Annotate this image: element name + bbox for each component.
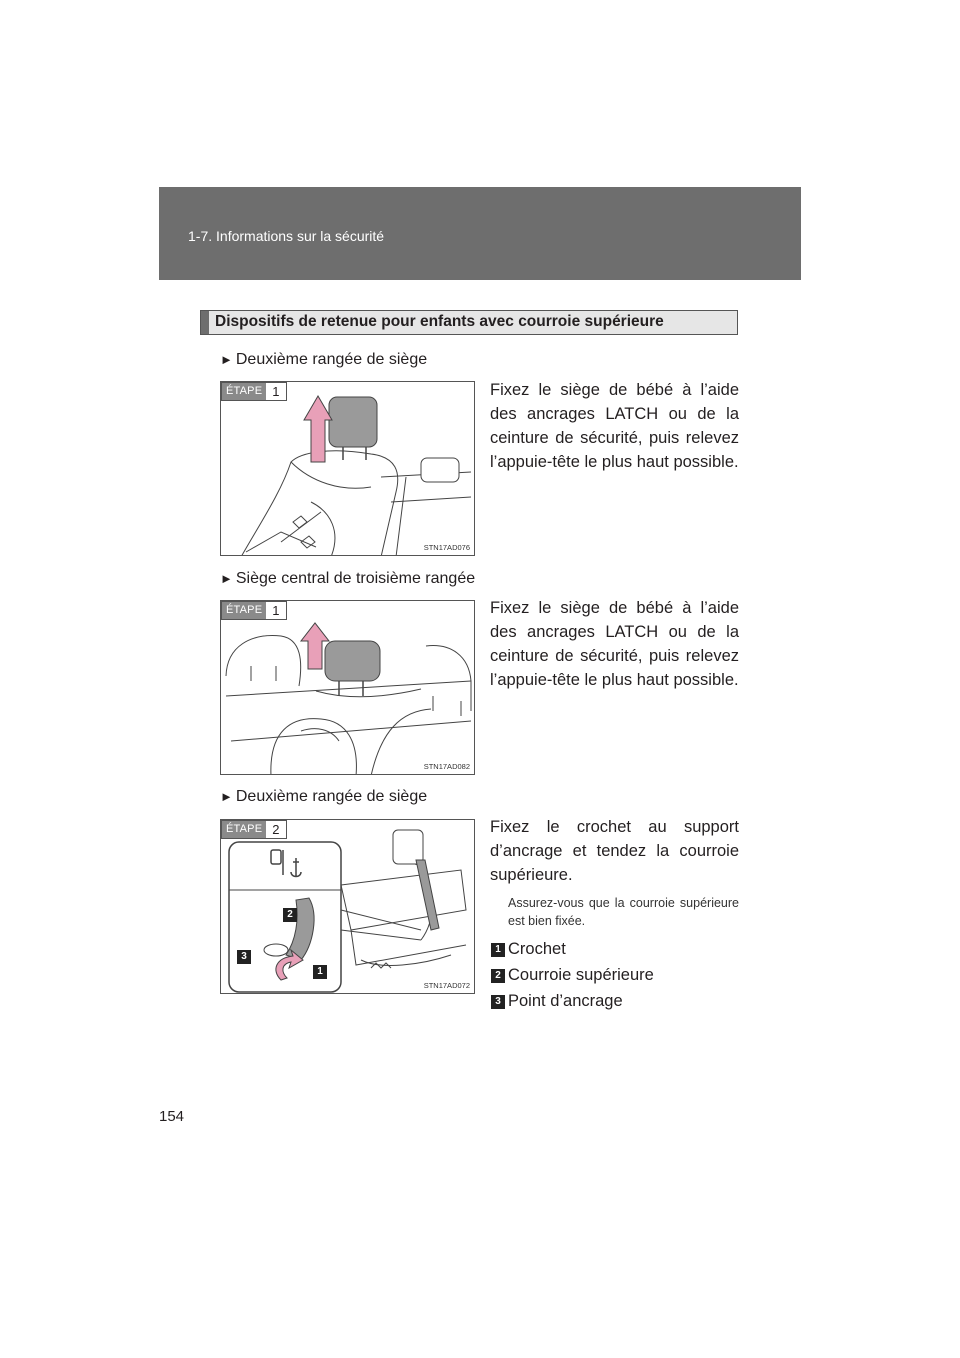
- triangle-bullet-icon: ►: [220, 352, 233, 367]
- seat-illustration: [221, 601, 475, 775]
- triangle-bullet-icon: ►: [220, 789, 233, 804]
- step-word: ÉTAPE: [222, 821, 266, 838]
- bullet-heading-3: [220, 788, 427, 806]
- section-title-bar: [200, 310, 738, 335]
- step-number: 1: [272, 384, 280, 399]
- bullet-heading-1: [220, 351, 427, 369]
- step-badge: [221, 601, 287, 620]
- note-text: Assurez-vous que la courroie supérieure est bien fixée.: [508, 896, 739, 928]
- step-badge: [221, 820, 287, 839]
- bullet-text: Siège central de troisième rangée: [235, 570, 476, 587]
- legend-number: 2: [491, 969, 505, 983]
- legend-label: Point d’ancrage: [508, 992, 623, 1010]
- callout-1: 1: [313, 965, 327, 979]
- legend-label: Courroie supérieure: [508, 966, 654, 984]
- section-title: Dispositifs de retenue pour enfants avec courroie supérieure: [215, 313, 664, 330]
- callout-3: 3: [237, 950, 251, 964]
- step-number: 1: [272, 603, 280, 618]
- legend-label: Crochet: [508, 940, 566, 958]
- bullet-text: Deuxième rangée de siège: [235, 788, 428, 805]
- instruction-text-2: Fixez le siège de bébé à l’aide des ancrages LATCH ou de la ceinture de sécurité, puis relevez l’appuie-tête le plus haut possible.: [490, 599, 739, 689]
- instruction-text-1: Fixez le siège de bébé à l’aide des ancrages LATCH ou de la ceinture de sécurité, puis relevez l’appuie-tête le plus haut possible.: [490, 381, 739, 471]
- figure-step-2: [220, 819, 475, 994]
- bullet-heading-2: [220, 570, 475, 588]
- legend-number: 1: [491, 943, 505, 957]
- legend-number: 3: [491, 995, 505, 1009]
- figure-code: STN17AD072: [423, 981, 470, 990]
- figure-step-1b: [220, 600, 475, 775]
- section-label: 1-7. Informations sur la sécurité: [188, 228, 385, 244]
- step-badge: [221, 382, 287, 401]
- anchor-illustration: [221, 820, 475, 994]
- seat-illustration: [221, 382, 475, 556]
- step-word: ÉTAPE: [222, 602, 266, 619]
- figure-code: STN17AD076: [423, 543, 470, 552]
- triangle-bullet-icon: ►: [220, 571, 233, 586]
- figure-step-1a: [220, 381, 475, 556]
- step-word: ÉTAPE: [222, 383, 266, 400]
- title-accent: [201, 311, 209, 334]
- page-number: 154: [159, 1108, 185, 1125]
- figure-code: STN17AD082: [423, 762, 470, 771]
- callout-2: 2: [283, 908, 297, 922]
- bullet-text: Deuxième rangée de siège: [235, 351, 428, 368]
- legend-item-2: [491, 966, 654, 985]
- instruction-text-3: Fixez le crochet au support d’ancrage et tendez la courroie supérieure.: [490, 818, 739, 884]
- step-number: 2: [272, 822, 280, 837]
- legend-item-1: [491, 940, 566, 959]
- legend-item-3: [491, 992, 623, 1011]
